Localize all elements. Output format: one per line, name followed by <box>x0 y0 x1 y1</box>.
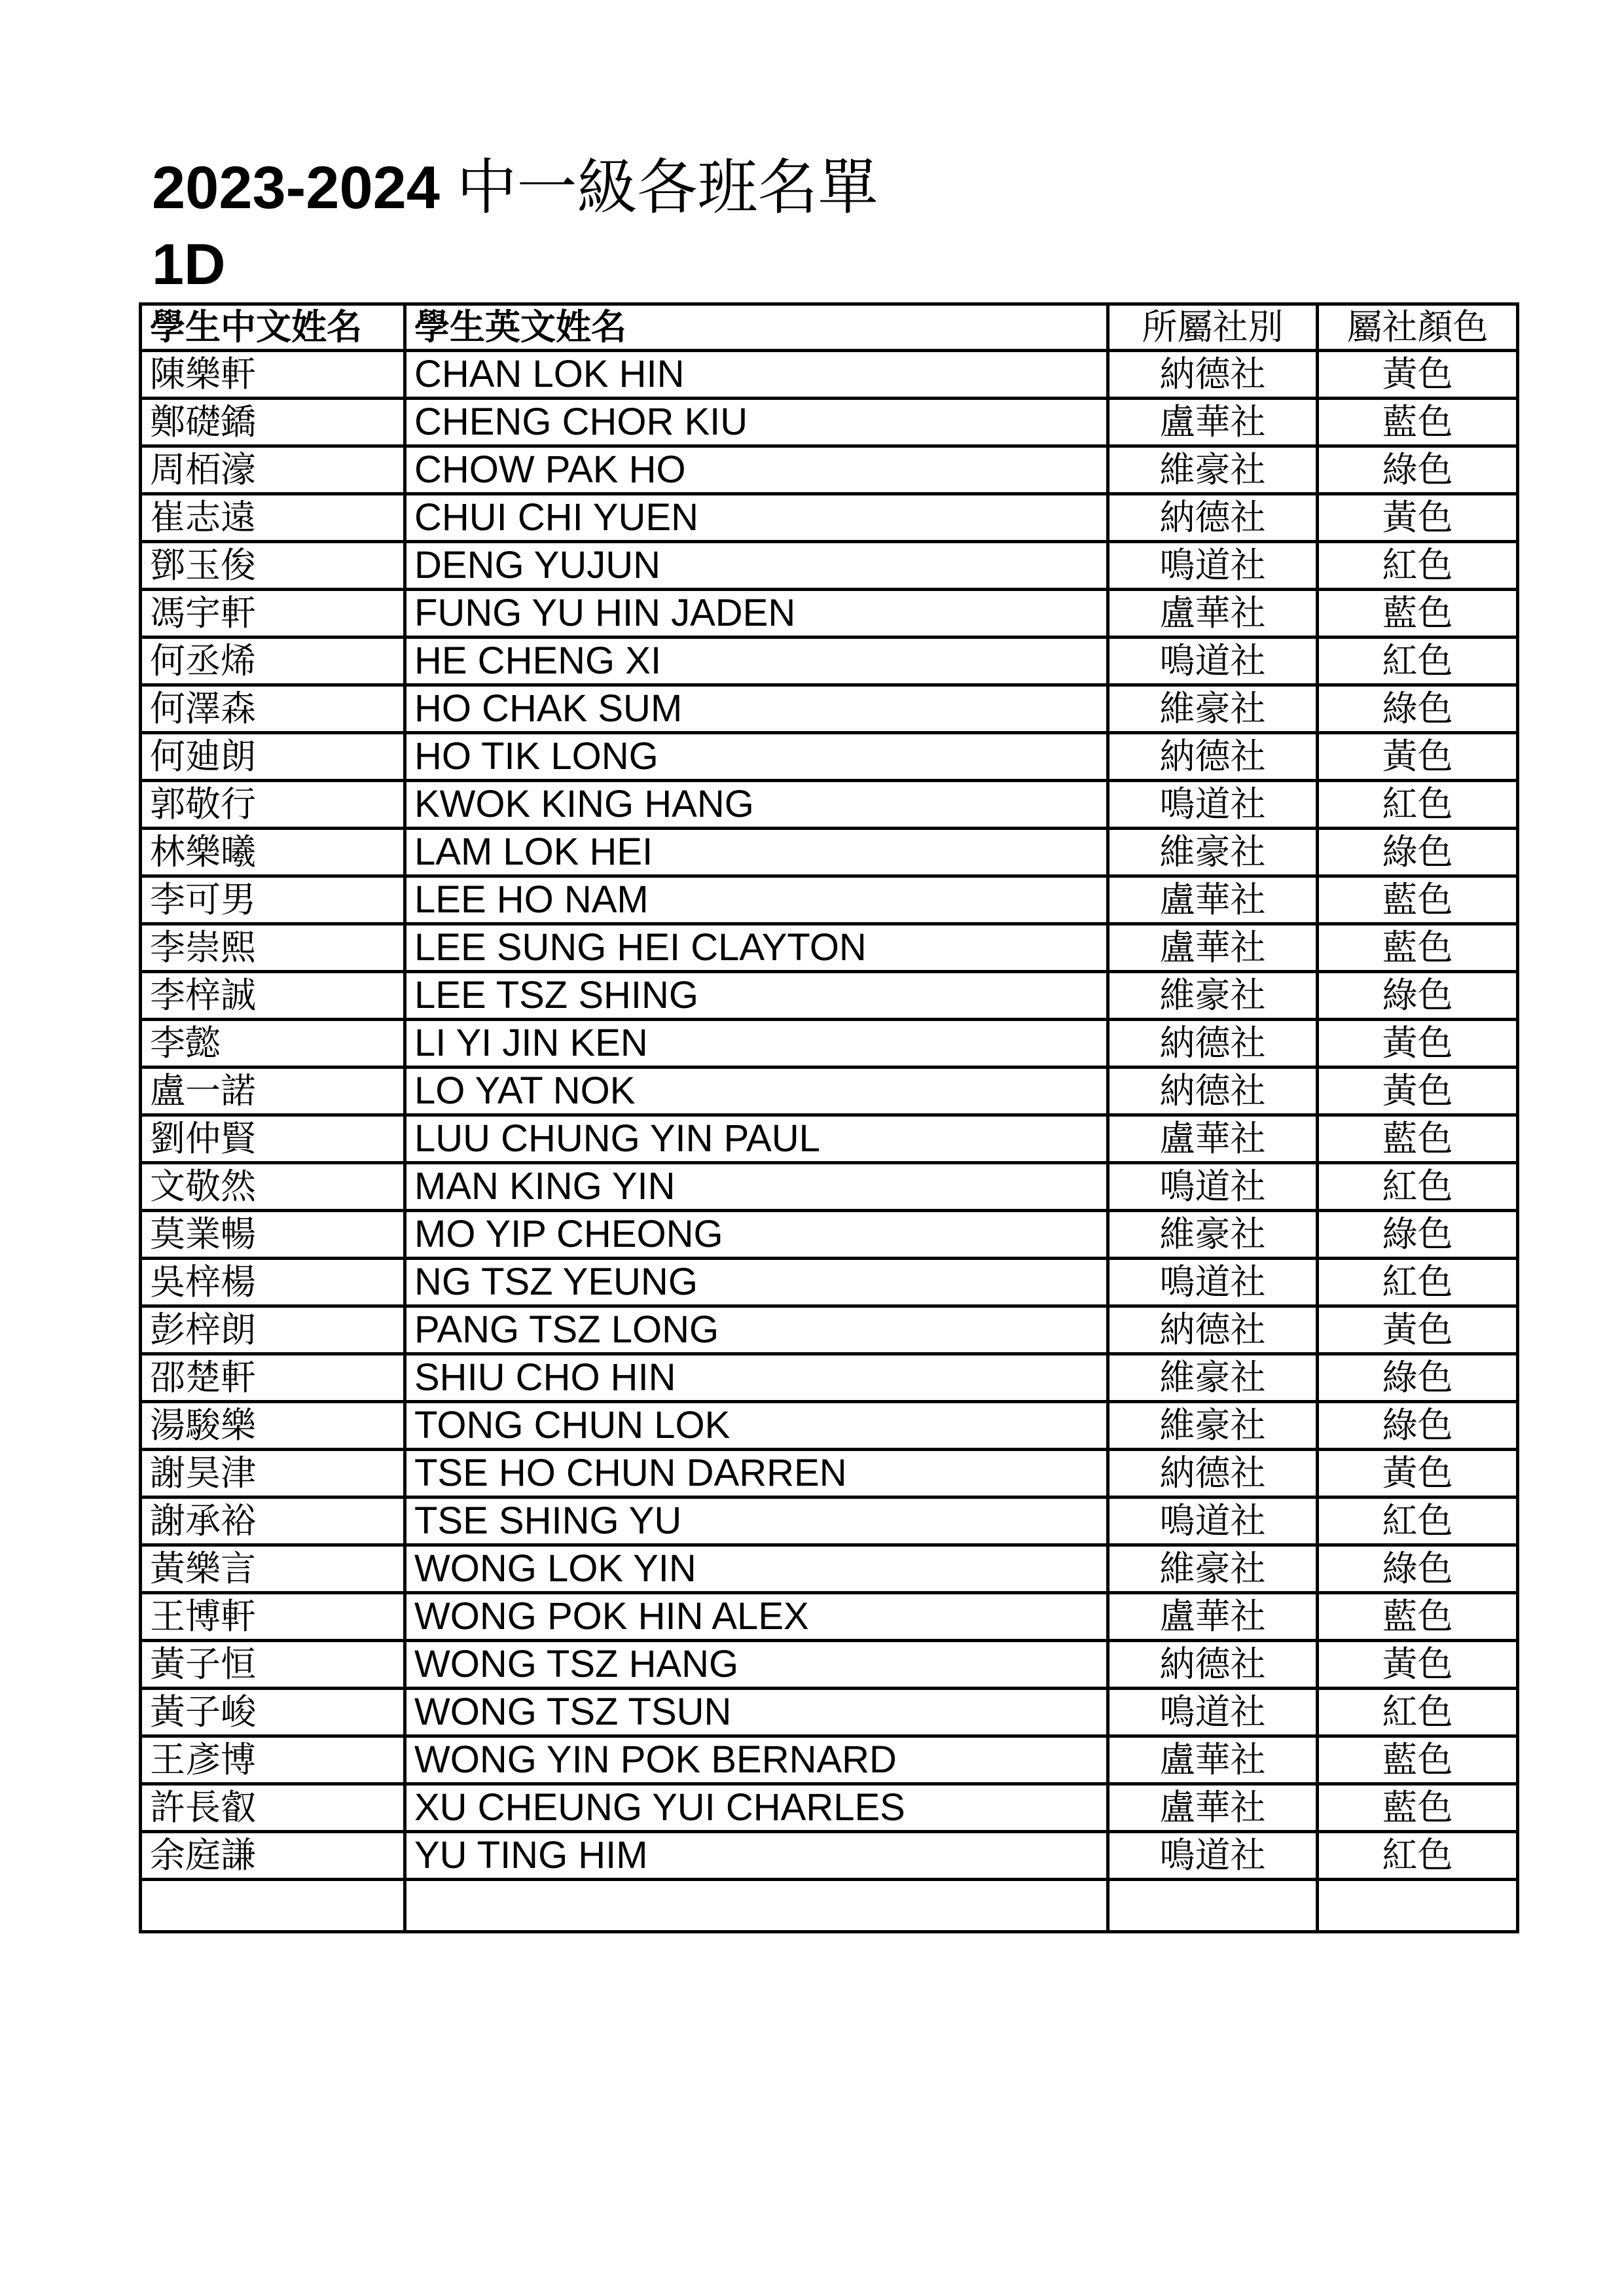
cell-house: 維豪社 <box>1108 1211 1318 1259</box>
cell-house <box>1108 1880 1318 1932</box>
table-row <box>141 1115 1518 1163</box>
cell-house-color: 綠色 <box>1318 685 1518 733</box>
table-row <box>141 1593 1518 1641</box>
cell-house: 盧華社 <box>1108 1593 1318 1641</box>
cell-house-color: 紅色 <box>1318 1498 1518 1545</box>
cell-house-color: 黃色 <box>1318 733 1518 781</box>
cell-chinese-name: 黃子峻 <box>141 1689 405 1736</box>
cell-house-color: 黃色 <box>1318 351 1518 399</box>
cell-house: 維豪社 <box>1108 446 1318 494</box>
table-row <box>141 924 1518 972</box>
cell-house-color: 紅色 <box>1318 542 1518 590</box>
cell-chinese-name: 周栢濠 <box>141 446 405 494</box>
cell-english-name: WONG LOK YIN <box>405 1545 1108 1593</box>
cell-house-color: 藍色 <box>1318 590 1518 637</box>
cell-english-name: MAN KING YIN <box>405 1163 1108 1211</box>
cell-english-name: TSE SHING YU <box>405 1498 1108 1545</box>
table-row <box>141 781 1518 829</box>
cell-house-color: 綠色 <box>1318 1211 1518 1259</box>
cell-english-name: HO TIK LONG <box>405 733 1108 781</box>
cell-english-name: PANG TSZ LONG <box>405 1306 1108 1354</box>
cell-house-color: 綠色 <box>1318 1545 1518 1593</box>
header-chinese-name: 學生中文姓名 <box>141 304 405 351</box>
table-header-row <box>141 304 1518 351</box>
table-row <box>141 1211 1518 1259</box>
cell-english-name: HO CHAK SUM <box>405 685 1108 733</box>
cell-house-color: 黃色 <box>1318 1306 1518 1354</box>
cell-chinese-name: 盧一諾 <box>141 1067 405 1115</box>
cell-chinese-name: 邵楚軒 <box>141 1354 405 1402</box>
cell-chinese-name: 黃子恒 <box>141 1641 405 1689</box>
cell-house: 盧華社 <box>1108 590 1318 637</box>
cell-english-name: YU TING HIM <box>405 1832 1108 1880</box>
cell-house: 維豪社 <box>1108 972 1318 1020</box>
table-row <box>141 685 1518 733</box>
cell-house: 納德社 <box>1108 1306 1318 1354</box>
table-row <box>141 1545 1518 1593</box>
cell-english-name: LO YAT NOK <box>405 1067 1108 1115</box>
table-row <box>141 1498 1518 1545</box>
cell-house-color: 藍色 <box>1318 924 1518 972</box>
table-row <box>141 590 1518 637</box>
cell-english-name: CHUI CHI YUEN <box>405 494 1108 542</box>
cell-house-color: 黃色 <box>1318 1020 1518 1067</box>
cell-house-color: 綠色 <box>1318 829 1518 876</box>
table-row <box>141 494 1518 542</box>
class-name: 1D <box>152 232 226 296</box>
table-body <box>141 351 1518 1932</box>
title-year: 2023-2024 <box>152 154 440 221</box>
cell-chinese-name: 林樂曦 <box>141 829 405 876</box>
cell-english-name: CHAN LOK HIN <box>405 351 1108 399</box>
cell-house-color: 藍色 <box>1318 1593 1518 1641</box>
cell-house: 納德社 <box>1108 1450 1318 1498</box>
table-row <box>141 1354 1518 1402</box>
table-row <box>141 1306 1518 1354</box>
cell-chinese-name: 湯駿樂 <box>141 1402 405 1450</box>
cell-house: 納德社 <box>1108 351 1318 399</box>
table-row <box>141 1736 1518 1784</box>
cell-house-color: 紅色 <box>1318 1689 1518 1736</box>
cell-chinese-name: 李崇熙 <box>141 924 405 972</box>
cell-chinese-name: 劉仲賢 <box>141 1115 405 1163</box>
cell-english-name: KWOK KING HANG <box>405 781 1108 829</box>
cell-chinese-name: 崔志遠 <box>141 494 405 542</box>
cell-house-color: 綠色 <box>1318 1354 1518 1402</box>
cell-house-color: 黃色 <box>1318 1450 1518 1498</box>
table-row <box>141 637 1518 685</box>
cell-house-color: 紅色 <box>1318 1259 1518 1306</box>
cell-house: 盧華社 <box>1108 1115 1318 1163</box>
cell-house: 納德社 <box>1108 1020 1318 1067</box>
cell-english-name: XU CHEUNG YUI CHARLES <box>405 1784 1108 1832</box>
table-row <box>141 1689 1518 1736</box>
cell-house: 鳴道社 <box>1108 781 1318 829</box>
cell-house-color: 綠色 <box>1318 972 1518 1020</box>
header-house-color: 屬社顏色 <box>1318 304 1518 351</box>
table-row <box>141 972 1518 1020</box>
cell-house: 納德社 <box>1108 1067 1318 1115</box>
cell-chinese-name: 黃樂言 <box>141 1545 405 1593</box>
cell-house: 鳴道社 <box>1108 1163 1318 1211</box>
cell-house-color: 黃色 <box>1318 1067 1518 1115</box>
page-title <box>152 152 878 224</box>
cell-chinese-name: 李可男 <box>141 876 405 924</box>
cell-chinese-name: 陳樂軒 <box>141 351 405 399</box>
table-row <box>141 1832 1518 1880</box>
cell-house: 鳴道社 <box>1108 542 1318 590</box>
cell-house-color: 紅色 <box>1318 781 1518 829</box>
cell-house-color: 綠色 <box>1318 446 1518 494</box>
cell-chinese-name: 文敬然 <box>141 1163 405 1211</box>
cell-english-name: CHOW PAK HO <box>405 446 1108 494</box>
cell-house: 納德社 <box>1108 494 1318 542</box>
cell-chinese-name: 王博軒 <box>141 1593 405 1641</box>
cell-house: 維豪社 <box>1108 829 1318 876</box>
cell-english-name: MO YIP CHEONG <box>405 1211 1108 1259</box>
table-row <box>141 1067 1518 1115</box>
cell-house-color: 藍色 <box>1318 399 1518 446</box>
title-chinese: 中一級各班名單 <box>456 152 878 223</box>
cell-chinese-name: 莫業暢 <box>141 1211 405 1259</box>
student-roster-table <box>139 302 1519 1933</box>
cell-chinese-name: 王彥博 <box>141 1736 405 1784</box>
cell-house: 鳴道社 <box>1108 1498 1318 1545</box>
cell-english-name: NG TSZ YEUNG <box>405 1259 1108 1306</box>
table-row <box>141 351 1518 399</box>
cell-house-color: 紅色 <box>1318 1163 1518 1211</box>
cell-house-color: 綠色 <box>1318 1402 1518 1450</box>
cell-house-color <box>1318 1880 1518 1932</box>
cell-house: 維豪社 <box>1108 685 1318 733</box>
cell-chinese-name: 謝昊津 <box>141 1450 405 1498</box>
cell-chinese-name: 郭敬行 <box>141 781 405 829</box>
cell-house-color: 黃色 <box>1318 494 1518 542</box>
cell-house-color: 黃色 <box>1318 1641 1518 1689</box>
table-row <box>141 1163 1518 1211</box>
cell-chinese-name: 吳梓楊 <box>141 1259 405 1306</box>
cell-chinese-name: 李懿 <box>141 1020 405 1067</box>
cell-english-name: TSE HO CHUN DARREN <box>405 1450 1108 1498</box>
table-row <box>141 876 1518 924</box>
cell-english-name: LAM LOK HEI <box>405 829 1108 876</box>
cell-house: 納德社 <box>1108 733 1318 781</box>
cell-english-name: LUU CHUNG YIN PAUL <box>405 1115 1108 1163</box>
cell-english-name: WONG POK HIN ALEX <box>405 1593 1108 1641</box>
cell-chinese-name: 謝承裕 <box>141 1498 405 1545</box>
cell-house: 鳴道社 <box>1108 1689 1318 1736</box>
cell-english-name: WONG YIN POK BERNARD <box>405 1736 1108 1784</box>
cell-english-name: CHENG CHOR KIU <box>405 399 1108 446</box>
cell-english-name <box>405 1880 1108 1932</box>
cell-chinese-name: 許長叡 <box>141 1784 405 1832</box>
cell-chinese-name: 何丞烯 <box>141 637 405 685</box>
cell-house: 鳴道社 <box>1108 1259 1318 1306</box>
cell-house-color: 藍色 <box>1318 876 1518 924</box>
table-row <box>141 1880 1518 1932</box>
table-row <box>141 1641 1518 1689</box>
cell-house: 維豪社 <box>1108 1354 1318 1402</box>
cell-house: 盧華社 <box>1108 876 1318 924</box>
cell-house: 維豪社 <box>1108 1402 1318 1450</box>
table-row <box>141 1402 1518 1450</box>
table-row <box>141 829 1518 876</box>
cell-english-name: FUNG YU HIN JADEN <box>405 590 1108 637</box>
cell-house: 維豪社 <box>1108 1545 1318 1593</box>
cell-chinese-name: 彭梓朗 <box>141 1306 405 1354</box>
cell-english-name: SHIU CHO HIN <box>405 1354 1108 1402</box>
table-row <box>141 1784 1518 1832</box>
cell-english-name: LEE TSZ SHING <box>405 972 1108 1020</box>
cell-english-name: WONG TSZ HANG <box>405 1641 1108 1689</box>
cell-house-color: 藍色 <box>1318 1784 1518 1832</box>
cell-house: 納德社 <box>1108 1641 1318 1689</box>
cell-chinese-name: 李梓誠 <box>141 972 405 1020</box>
table-row <box>141 733 1518 781</box>
cell-house-color: 藍色 <box>1318 1115 1518 1163</box>
cell-english-name: TONG CHUN LOK <box>405 1402 1108 1450</box>
cell-chinese-name: 何澤森 <box>141 685 405 733</box>
cell-house: 盧華社 <box>1108 399 1318 446</box>
table-row <box>141 1020 1518 1067</box>
cell-english-name: WONG TSZ TSUN <box>405 1689 1108 1736</box>
cell-chinese-name: 鄧玉俊 <box>141 542 405 590</box>
header-house: 所屬社別 <box>1108 304 1318 351</box>
table-row <box>141 1450 1518 1498</box>
cell-house: 鳴道社 <box>1108 1832 1318 1880</box>
cell-english-name: DENG YUJUN <box>405 542 1108 590</box>
cell-english-name: LEE HO NAM <box>405 876 1108 924</box>
cell-house-color: 藍色 <box>1318 1736 1518 1784</box>
table-row <box>141 399 1518 446</box>
cell-house-color: 紅色 <box>1318 1832 1518 1880</box>
cell-house: 盧華社 <box>1108 924 1318 972</box>
cell-english-name: LEE SUNG HEI CLAYTON <box>405 924 1108 972</box>
table-row <box>141 446 1518 494</box>
table-row <box>141 1259 1518 1306</box>
cell-chinese-name: 馮宇軒 <box>141 590 405 637</box>
cell-chinese-name: 鄭礎鐈 <box>141 399 405 446</box>
cell-english-name: LI YI JIN KEN <box>405 1020 1108 1067</box>
cell-chinese-name: 余庭謙 <box>141 1832 405 1880</box>
cell-house: 鳴道社 <box>1108 637 1318 685</box>
cell-chinese-name: 何廸朗 <box>141 733 405 781</box>
cell-house: 盧華社 <box>1108 1736 1318 1784</box>
table-row <box>141 542 1518 590</box>
cell-house-color: 紅色 <box>1318 637 1518 685</box>
cell-english-name: HE CHENG XI <box>405 637 1108 685</box>
cell-house: 盧華社 <box>1108 1784 1318 1832</box>
header-english-name: 學生英文姓名 <box>405 304 1108 351</box>
cell-chinese-name <box>141 1880 405 1932</box>
